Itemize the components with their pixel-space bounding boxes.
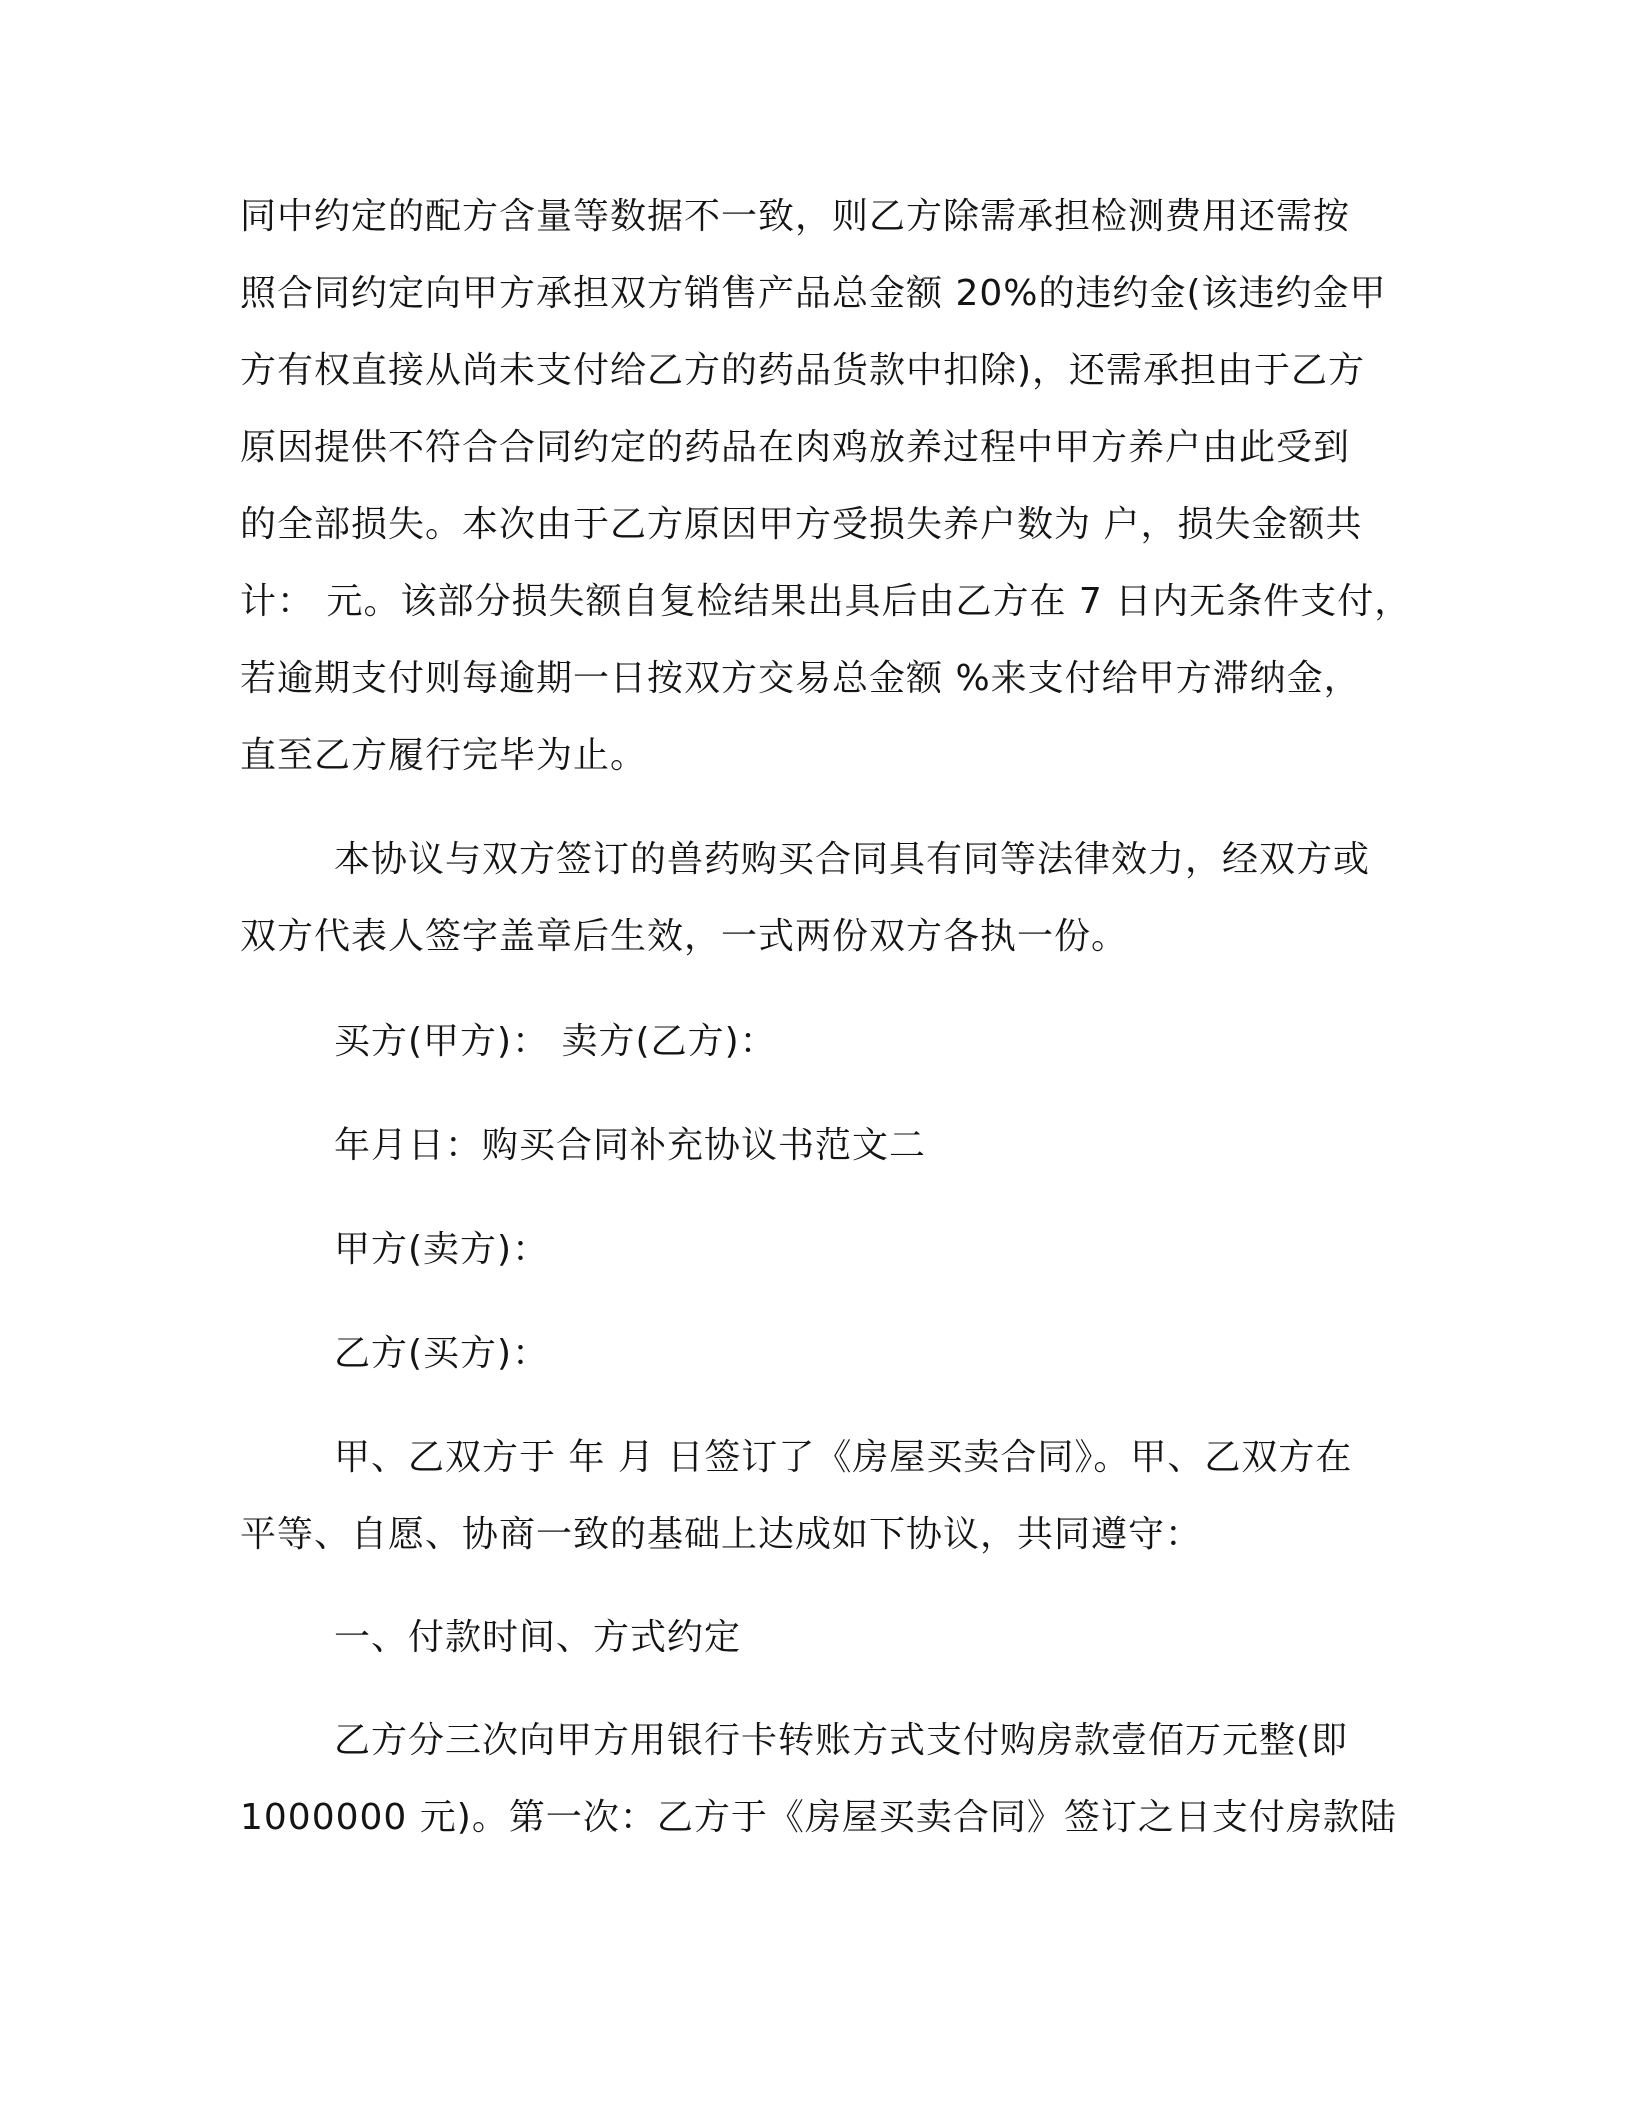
- signature-parties-line: [240, 1003, 1380, 1080]
- section-heading: [240, 1599, 1380, 1676]
- party-b-line: [240, 1315, 1380, 1392]
- text-line: 1000000 元)。第一次：乙方于《房屋买卖合同》签订之日支付房款陆: [240, 1797, 1397, 1838]
- text-line: 方有权直接从尚未支付给乙方的药品货款中扣除)，还需承担由于乙方: [240, 350, 1366, 391]
- text-line: 一、付款时间、方式约定: [334, 1617, 742, 1658]
- text-line: 若逾期支付则每逾期一日按双方交易总金额 %来支付给甲方滞纳金，: [240, 658, 1361, 699]
- paragraph-payment: [240, 1702, 1397, 1856]
- text-line: 乙方分三次向甲方用银行卡转账方式支付购房款壹佰万元整(即: [334, 1720, 1349, 1761]
- text-line: 直至乙方履行完毕为止。: [240, 735, 648, 776]
- party-a-line: [240, 1211, 1380, 1288]
- text-line: 平等、自愿、协商一致的基础上达成如下协议，共同遵守：: [240, 1514, 1203, 1555]
- text-line: 照合同约定向甲方承担双方销售产品总金额 20%的违约金(该违约金甲: [240, 273, 1387, 314]
- date-and-title-line: [240, 1107, 1380, 1184]
- paragraph-agreement-basis: [240, 1419, 1380, 1573]
- paragraph-effectiveness: [240, 821, 1380, 975]
- text-line: 的全部损失。本次由于乙方原因甲方受损失养户数为 户，损失金额共: [240, 504, 1363, 545]
- text-line: 计： 元。该部分损失额自复检结果出具后由乙方在 7 日内无条件支付，: [240, 581, 1412, 622]
- text-line: 本协议与双方签订的兽药购买合同具有同等法律效力，经双方或: [334, 839, 1371, 880]
- text-line: 买方(甲方)： 卖方(乙方)：: [334, 1021, 777, 1062]
- text-line: 甲方(卖方)：: [334, 1229, 550, 1270]
- text-line: 双方代表人签字盖章后生效，一式两份双方各执一份。: [240, 916, 1129, 957]
- text-line: 乙方(买方)：: [334, 1333, 550, 1374]
- paragraph-penalty-terms: [240, 178, 1412, 794]
- text-line: 年月日：购买合同补充协议书范文二: [334, 1125, 927, 1166]
- text-line: 甲、乙双方于 年 月 日签订了《房屋买卖合同》。甲、乙双方在: [334, 1437, 1353, 1478]
- text-line: 同中约定的配方含量等数据不一致，则乙方除需承担检测费用还需按: [240, 196, 1351, 237]
- text-line: 原因提供不符合合同约定的药品在肉鸡放养过程中甲方养户由此受到: [240, 427, 1351, 468]
